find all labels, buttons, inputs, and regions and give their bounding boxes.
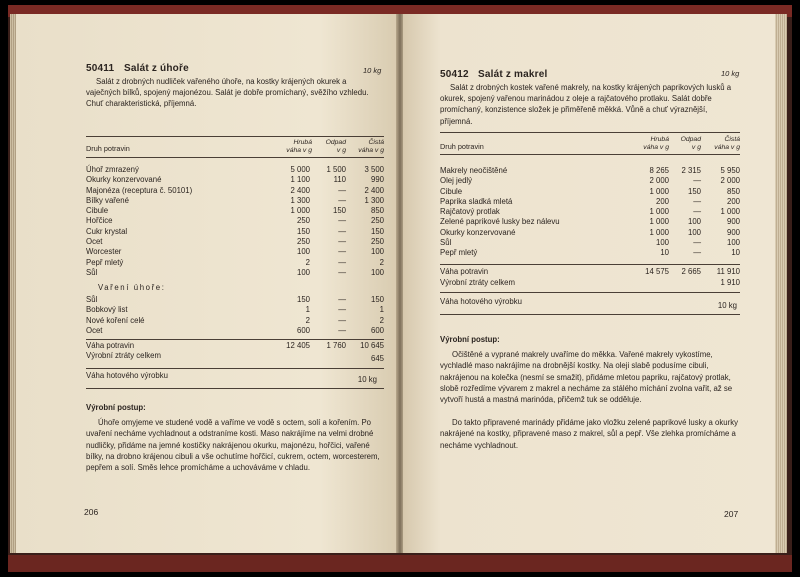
right-page	[403, 14, 775, 553]
net-weight: 150	[370, 295, 384, 304]
gross-weight: 1	[305, 305, 310, 315]
recipe-number: 50412	[440, 69, 469, 80]
ingredient-row	[86, 247, 384, 257]
recipe-description: Salát z drobných nudliček vařeného úhoře, na kostky krájených okurek a vaječných bílků, spojený majonézou. Salát je dobře promíchaný, svěžího vzhledu. Chuť charakteristická, příjemná.	[86, 77, 369, 109]
gross-weight: 2 400	[290, 185, 310, 195]
gross-weight: 1 000	[649, 207, 669, 217]
waste-weight: —	[693, 207, 701, 217]
gross-weight: 2	[305, 257, 310, 267]
ingredient-row	[86, 227, 384, 237]
waste-weight: 110	[333, 175, 346, 185]
net-weight: 100	[726, 238, 740, 248]
waste-weight: —	[338, 226, 346, 236]
net-weight: 150	[370, 226, 384, 236]
total-weight-label: Váha potravin	[440, 267, 489, 276]
table-rule	[86, 136, 384, 137]
procedure-title: Výrobní postup:	[440, 335, 500, 344]
total-net: 10 645	[360, 341, 384, 350]
ingredient-row	[86, 186, 384, 196]
total-waste: 1 760	[326, 341, 346, 350]
ingredient-row	[86, 305, 384, 315]
gross-weight: 100	[296, 267, 310, 277]
waste-weight: —	[338, 295, 346, 304]
net-weight: 1 300	[364, 195, 384, 205]
net-weight: 900	[726, 227, 740, 237]
net-weight: 990	[370, 175, 384, 185]
table-rule	[86, 157, 384, 158]
gross-weight: 100	[655, 238, 669, 248]
ingredient-row	[86, 196, 384, 206]
ingredient-row	[440, 166, 740, 176]
gross-weight: 200	[655, 196, 669, 206]
net-weight: 100	[370, 247, 384, 257]
ingredient-row	[86, 326, 384, 336]
ingredient-name: Okurky konzervované	[440, 227, 516, 237]
gross-weight: 1 300	[290, 195, 310, 205]
ingredient-row	[440, 207, 740, 217]
procedure-text-1: Očištěné a vyprané makrely uvaříme do měkka. Vařené makrely vykostíme, vychladlé maso nakrájíme na drobnější kostky. Na oleji slabě podusíme cibuli, nakrájenou na kolečka (nesmí se smažit), přidáme mletou papriku, rajčatový protlak, slobě rozředíme vývarem z makrel a necháme za stálého míchání zvolna vařit, až se vytvoří hustá a mastná marinóda, přičemž tuk se odděluje.	[440, 350, 733, 405]
ingredient-name: Nové koření celé	[86, 315, 145, 325]
waste-weight: —	[338, 305, 346, 315]
waste-weight: 150	[332, 206, 346, 216]
ingredient-row	[440, 197, 740, 207]
ingredient-name: Makrely neočištěné	[440, 166, 508, 175]
ingredient-row	[440, 176, 740, 186]
gross-weight: 250	[296, 216, 310, 226]
ingredient-row	[86, 295, 384, 305]
ingredient-name: Worcester	[86, 247, 122, 257]
waste-weight: 1 500	[326, 165, 346, 174]
subsection-title: Vaření úhoře:	[98, 283, 166, 292]
net-weight: 600	[370, 325, 384, 335]
gross-weight: 1 000	[649, 227, 669, 237]
gross-weight: 5 000	[290, 165, 310, 174]
table-rule	[440, 292, 740, 293]
ingredient-name: Paprika sladká mletá	[440, 196, 513, 206]
ingredient-row	[86, 258, 384, 268]
net-weight: 250	[370, 237, 384, 247]
net-weight: 2	[379, 315, 384, 325]
gross-weight: 8 265	[649, 166, 669, 175]
final-weight-value: 10 kg	[357, 375, 377, 384]
gross-weight: 1 000	[649, 186, 669, 196]
page-number: 206	[84, 507, 99, 517]
net-weight: 2 400	[364, 185, 384, 195]
ingredient-name: Bobkový list	[86, 305, 128, 315]
net-weight: 200	[726, 196, 740, 206]
gross-weight: 150	[296, 226, 310, 236]
waste-weight: —	[338, 195, 346, 205]
ingredient-row	[86, 175, 384, 185]
loss-value: 1 910	[720, 278, 740, 287]
page-number: 207	[724, 509, 739, 519]
ingredients-list	[440, 166, 740, 259]
ingredient-row	[440, 228, 740, 238]
net-weight: 5 950	[720, 166, 740, 175]
ingredient-row	[86, 216, 384, 226]
gross-weight: 2	[305, 315, 310, 325]
total-net: 11 910	[716, 267, 740, 276]
gross-weight: 250	[296, 237, 310, 247]
ingredient-name: Ocet	[86, 325, 103, 335]
loss-label: Výrobní ztráty celkem	[86, 351, 161, 360]
waste-weight: —	[693, 238, 701, 248]
waste-weight: —	[338, 325, 346, 335]
procedure-title: Výrobní postup:	[86, 403, 146, 412]
table-rule	[86, 368, 384, 369]
gross-weight: 100	[296, 247, 310, 257]
ingredient-name: Zelené paprikové lusky bez nálevu	[440, 217, 560, 227]
page-edges-right	[775, 14, 787, 553]
ingredient-name: Pepř mletý	[86, 257, 124, 267]
net-weight: 900	[726, 217, 740, 227]
waste-weight: —	[693, 196, 701, 206]
recipe-title: Salát z úhoře	[124, 63, 189, 74]
ingredient-row	[440, 217, 740, 227]
gross-weight: 10	[660, 248, 669, 258]
ingredients-list-2	[86, 295, 384, 336]
gross-weight: 150	[296, 295, 310, 304]
loss-value: 645	[370, 354, 384, 363]
recipe-yield: 10 kg	[363, 66, 382, 75]
ingredient-name: Cibule	[86, 206, 109, 216]
waste-weight: —	[693, 176, 701, 186]
gross-weight: 2 000	[649, 176, 669, 186]
net-weight: 2	[379, 257, 384, 267]
ingredient-name: Úhoř zmrazený	[86, 165, 139, 174]
waste-weight: 100	[687, 227, 701, 237]
recipe-title: Salát z makrel	[478, 69, 548, 80]
col-header-net: Čistá váha v g	[358, 139, 384, 154]
net-weight: 250	[370, 216, 384, 226]
ingredient-row	[440, 238, 740, 248]
ingredient-row	[86, 316, 384, 326]
recipe-description: Salát z drobných kostek vařené makrely, na kostky krájených paprikových lusků a okurek, spojený vařenou marinádou z oleje a rajčatového protlaku. Salát dobře promíchaný, konzistence složek je přiměřeně měkká. Vůně a chuť výraznější, příjemná.	[440, 83, 732, 126]
col-header-name: Druh potravin	[86, 144, 130, 153]
ingredient-name: Bílky vařené	[86, 195, 129, 205]
table-rule	[440, 132, 740, 133]
net-weight: 10	[731, 248, 740, 258]
final-weight-label: Váha hotového výrobku	[86, 371, 168, 380]
ingredient-name: Pepř mletý	[440, 248, 478, 258]
waste-weight: —	[338, 216, 346, 226]
net-weight: 850	[726, 186, 740, 196]
col-header-waste: Odpad v g	[680, 136, 701, 151]
waste-weight: —	[338, 247, 346, 257]
ingredient-name: Ocet	[86, 237, 103, 247]
gross-weight: 1 100	[290, 175, 310, 185]
total-weight-label: Váha potravin	[86, 341, 135, 350]
cover-edge-bottom	[8, 555, 792, 572]
table-rule	[86, 388, 384, 389]
ingredient-name: Cibule	[440, 186, 463, 196]
gross-weight: 600	[296, 325, 310, 335]
ingredient-row	[440, 248, 740, 258]
col-header-name: Druh potravin	[440, 142, 484, 151]
procedure-text: Úhoře omyjeme ve studené vodě a vaříme ve vodě s octem, solí a kořením. Po uvaření necháme vychladnout a odstraníme kosti. Maso nakrájíme na velmi drobné nudličky, přidáme na jemné kostičky nakrájenou okurku, majonézu, hořčici, vařené bílky, na drobno krájenou cibuli a vše ochutíme hořčicí, cukrem, octem, worcesterem, pepřem a solí. Směs lehce promícháme a uchováváme v chladu.	[86, 418, 380, 473]
total-gross: 12 405	[286, 341, 310, 350]
waste-weight: 2 315	[681, 166, 701, 175]
net-weight: 850	[370, 206, 384, 216]
ingredient-row	[86, 237, 384, 247]
table-rule	[440, 314, 740, 315]
ingredient-name: Olej jedlý	[440, 176, 473, 186]
left-page	[16, 14, 396, 553]
col-header-waste: Odpad v g	[325, 139, 346, 154]
net-weight: 2 000	[720, 176, 740, 186]
net-weight: 1 000	[720, 207, 740, 217]
ingredient-name: Okurky konzervované	[86, 175, 162, 185]
net-weight: 1	[379, 305, 384, 315]
recipe-number: 50411	[86, 63, 115, 74]
ingredient-row	[86, 206, 384, 216]
recipe-yield: 10 kg	[721, 69, 740, 78]
waste-weight: —	[693, 248, 701, 258]
gross-weight: 1 000	[649, 217, 669, 227]
ingredient-name: Sůl	[86, 267, 98, 277]
procedure-text-2: Do takto připravené marinády přidáme jako vložku zelené paprikové lusky a okurky nakrájené na kostky, připravené maso z makrel, sůl a pepř. Vše zlehka promícháme a necháme vychladnout.	[440, 418, 739, 450]
total-gross: 14 575	[645, 267, 669, 276]
net-weight: 3 500	[364, 165, 384, 174]
ingredient-row	[86, 165, 384, 175]
waste-weight: —	[338, 185, 346, 195]
waste-weight: 150	[687, 186, 701, 196]
waste-weight: —	[338, 315, 346, 325]
ingredient-row	[440, 187, 740, 197]
ingredient-name: Cukr krystal	[86, 226, 128, 236]
final-weight-value: 10 kg	[717, 301, 737, 310]
net-weight: 100	[370, 267, 384, 277]
table-rule	[440, 154, 740, 155]
waste-weight: —	[338, 267, 346, 277]
total-waste: 2 665	[681, 267, 701, 276]
ingredient-name: Majonéza (receptura č. 50101)	[86, 185, 193, 195]
table-rule	[440, 264, 740, 265]
ingredient-name: Rajčatový protlak	[440, 207, 500, 217]
waste-weight: —	[338, 237, 346, 247]
waste-weight: —	[338, 257, 346, 267]
ingredient-name: Sůl	[440, 238, 452, 248]
ingredient-name: Sůl	[86, 295, 98, 304]
loss-label: Výrobní ztráty celkem	[440, 278, 515, 287]
ingredients-list	[86, 165, 384, 278]
col-header-gross: Hrubá váha v g	[286, 139, 312, 154]
gross-weight: 1 000	[290, 206, 310, 216]
ingredient-row	[86, 268, 384, 278]
table-rule	[86, 339, 384, 340]
final-weight-label: Váha hotového výrobku	[440, 297, 522, 306]
ingredient-name: Hořčice	[86, 216, 113, 226]
col-header-net: Čistá váha v g	[714, 136, 740, 151]
col-header-gross: Hrubá váha v g	[643, 136, 669, 151]
waste-weight: 100	[687, 217, 701, 227]
